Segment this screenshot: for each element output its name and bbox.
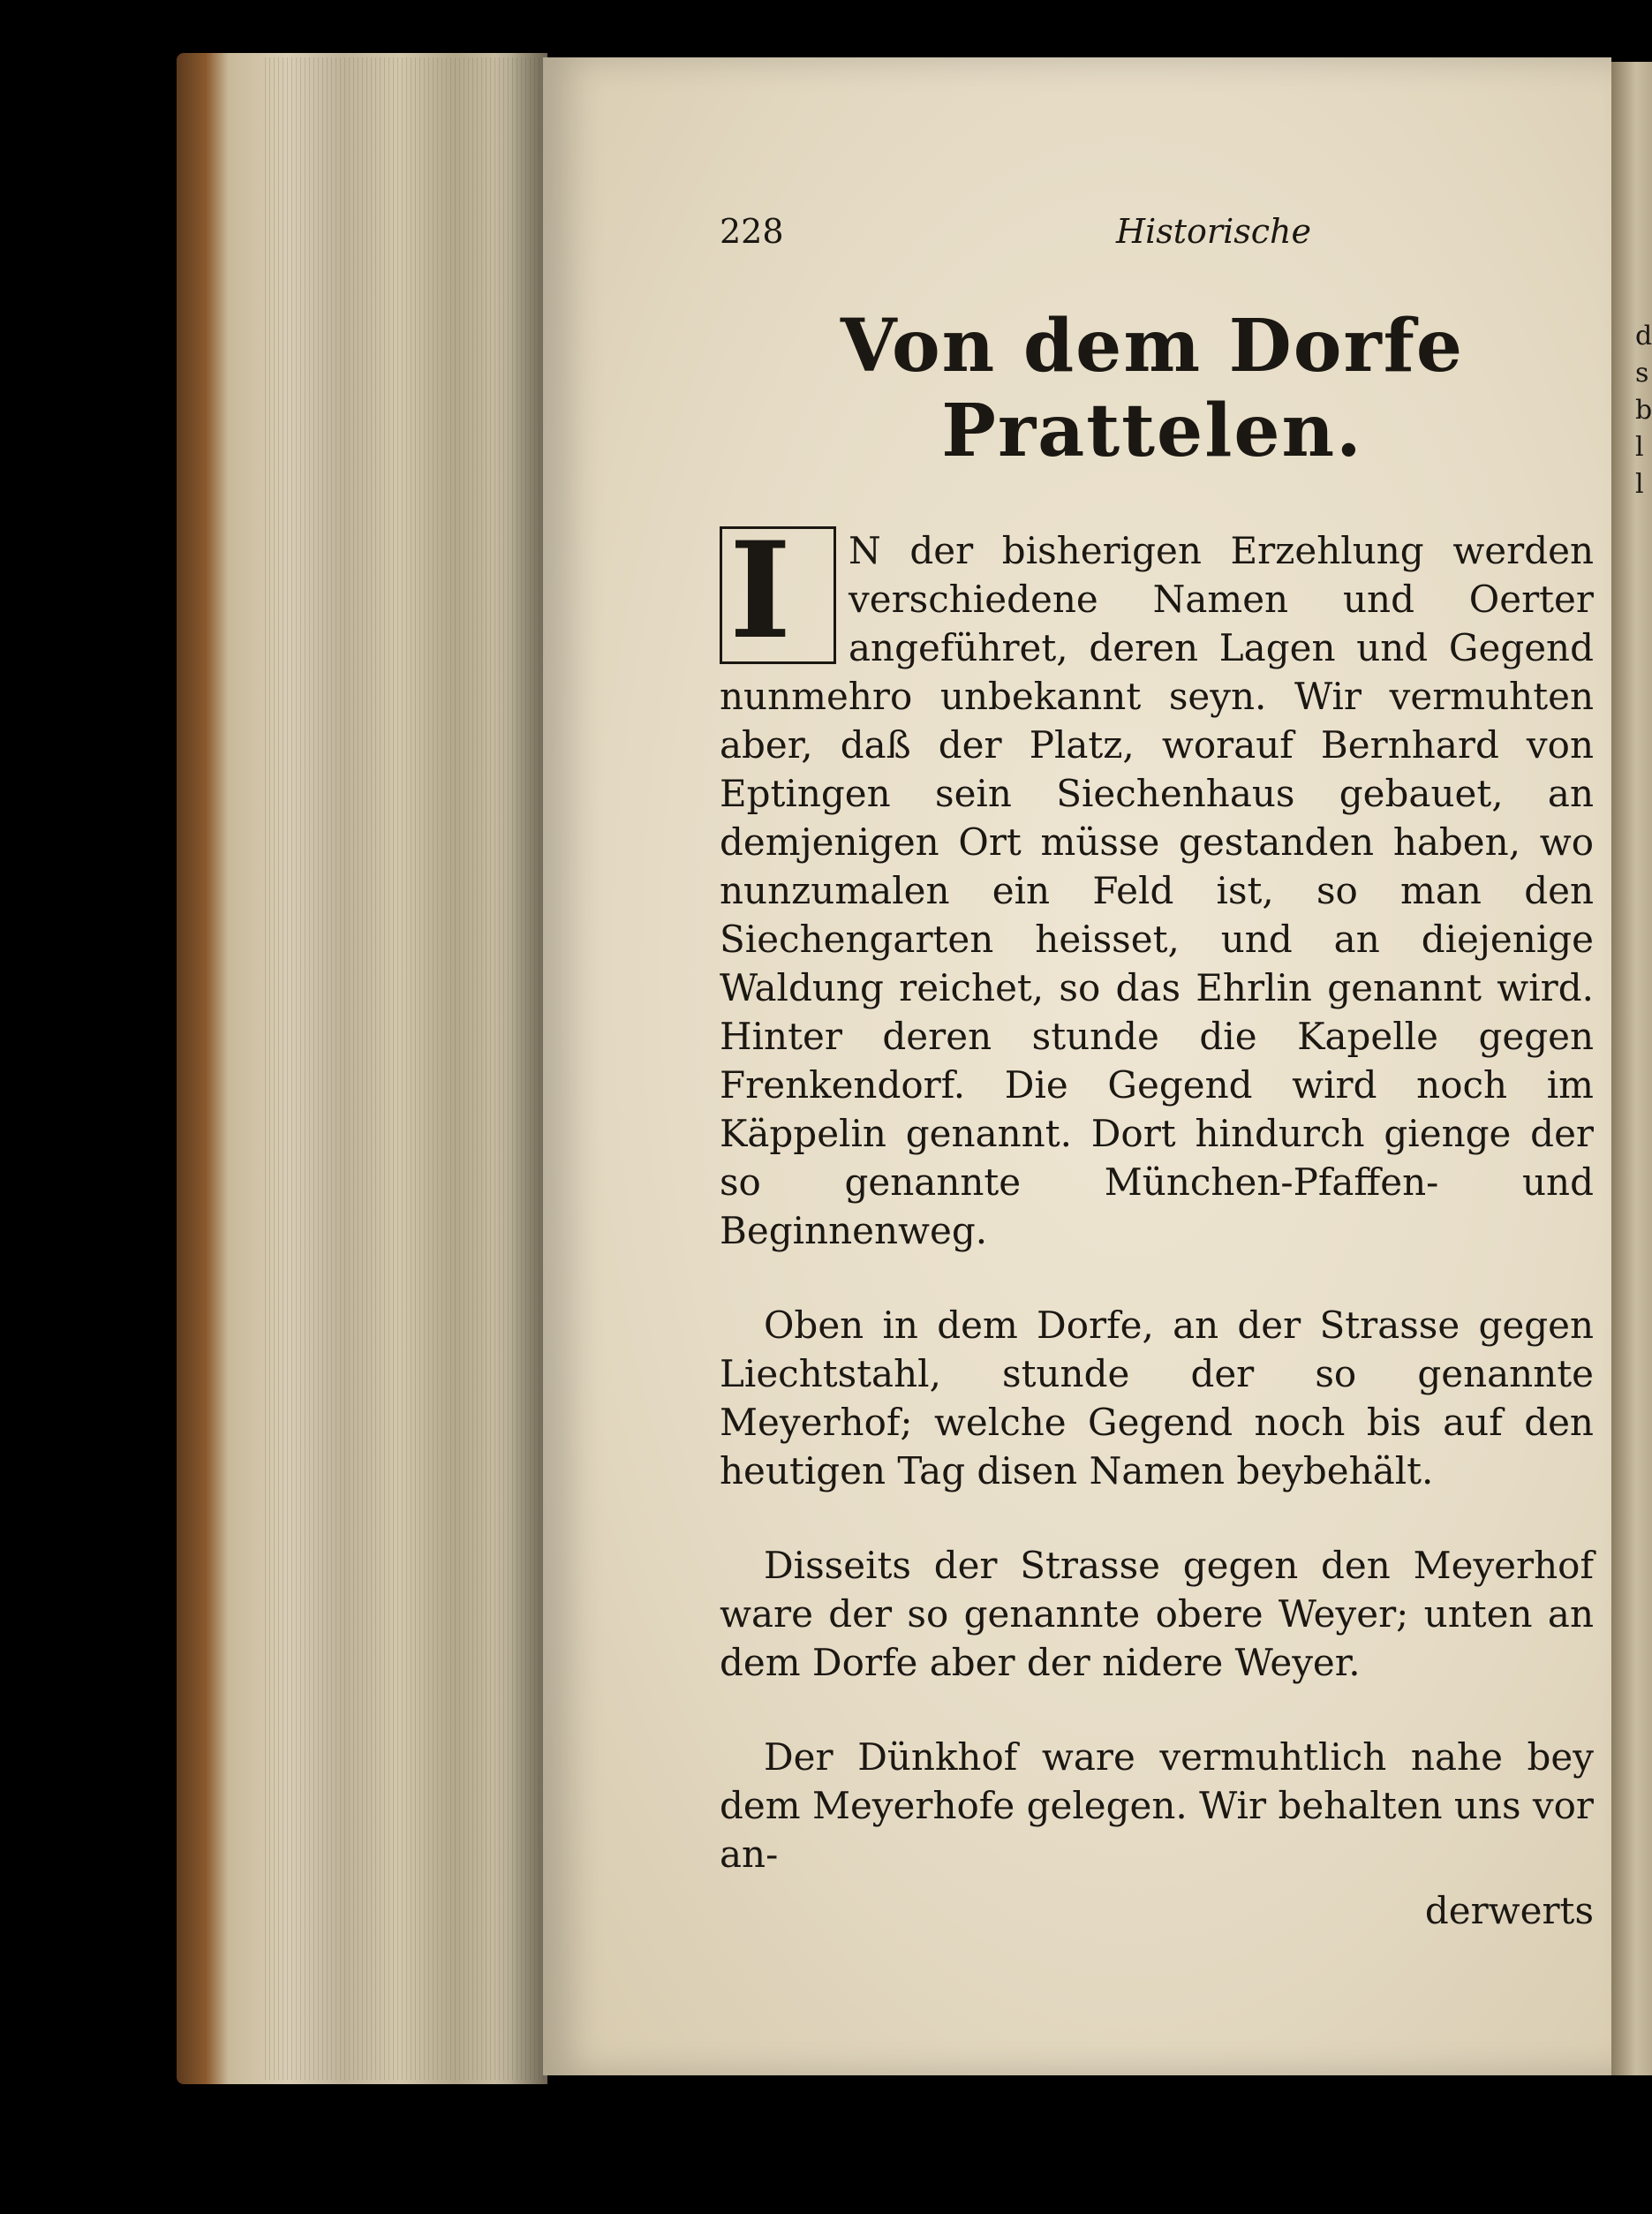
- catchword: derwerts: [1424, 1889, 1594, 1932]
- chapter-title: Von dem Dorfe Prattelen.: [840, 304, 1465, 473]
- adjacent-page-fragment: d s b l l: [1635, 321, 1652, 500]
- paragraph-2: Oben in dem Dorfe, an der Strasse gegen Liechtstahl, stunde der so genannte Meyerhof; welche Gegend noch bis auf den heutigen Tag disen Namen beybehält.: [720, 1303, 1594, 1492]
- paragraph-3: Disseits der Strasse gegen den Meyerhof ware der so genannte obere Weyer; unten an dem Dorfe aber der nidere Weyer.: [720, 1544, 1594, 1684]
- paragraph-1: [720, 513, 1594, 1255]
- running-header: [720, 212, 1355, 251]
- gutter-shadow: [494, 53, 547, 2084]
- drop-cap-initial: I: [720, 526, 836, 664]
- page-number: 228: [720, 212, 784, 251]
- page-content: [720, 212, 1594, 1932]
- paragraph-4: Der Dünkhof ware vermuhtlich nahe bey dem Meyerhofe gelegen. Wir behalten uns vor an-: [720, 1735, 1594, 1876]
- running-title: Historische: [1115, 212, 1311, 251]
- paragraph-1-text: N der bisherigen Erzehlung werden verschiedene Namen und Oerter angeführet, deren Lagen und Gegend nunmehro unbekannt seyn. Wir vermuhten aber, daß der Platz, worauf Bernhard von Eptingen sein Siechenhaus gebauet, an demjenigen Ort müsse gestanden haben, wo nunzumalen ein Feld ist, so man den Siechengarten heisset, und an diejenige Waldung reichet, so das Ehrlin genannt wird. Hinter deren stunde die Kapelle gegen Frenkendorf. Die Gegend wird noch im Käppelin genannt. Dort hindurch gienge der so genannte München-Pfaffen- und Beginnenweg.: [720, 529, 1594, 1252]
